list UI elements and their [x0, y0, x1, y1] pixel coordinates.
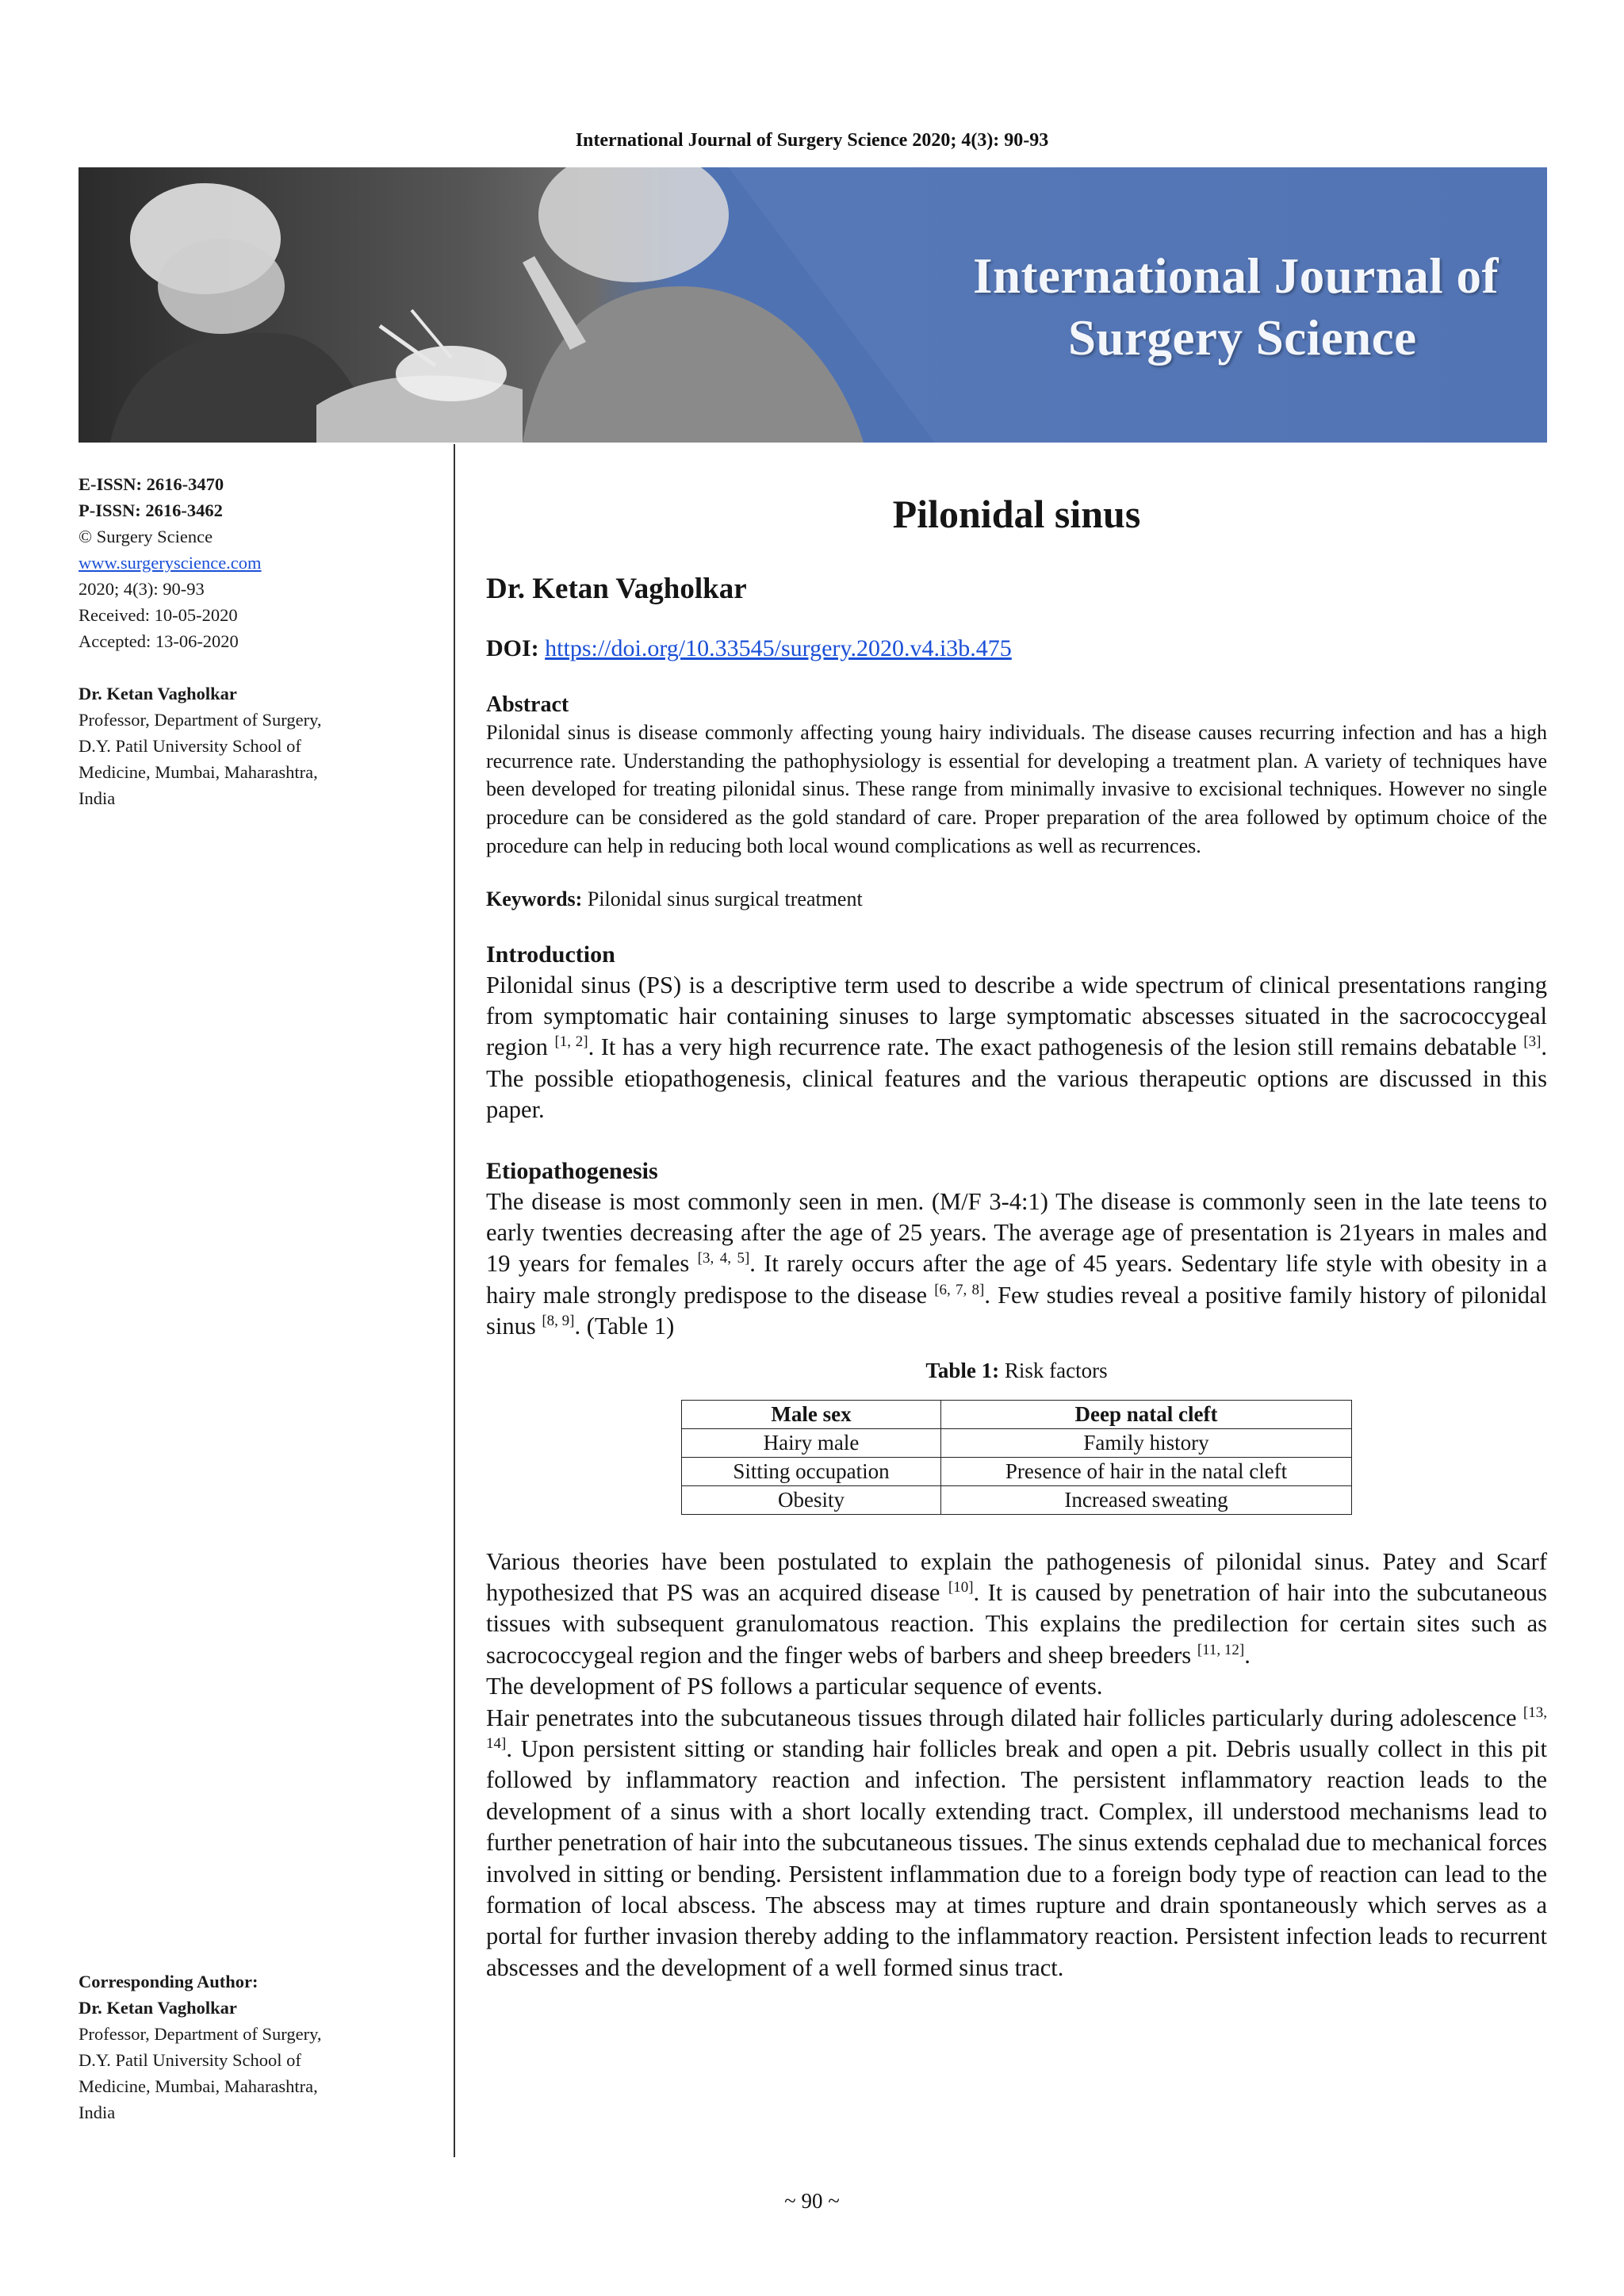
running-header: International Journal of Surgery Science 2020; 4(3): 90-93 — [575, 130, 1049, 151]
article-info-sidebar — [79, 471, 451, 811]
table-row — [682, 1485, 1352, 1514]
accepted-date: Accepted: 13-06-2020 — [79, 631, 239, 651]
copyright: © Surgery Science — [79, 527, 213, 546]
corresponding-affiliation-1: Professor, Department of Surgery, — [79, 2024, 322, 2044]
banner-title-line2: Surgery Science — [1068, 310, 1417, 366]
table-cell: Sitting occupation — [682, 1457, 941, 1485]
corresponding-label: Corresponding Author: — [79, 1972, 259, 1991]
column-divider — [454, 444, 455, 2157]
doi-line — [486, 633, 1547, 665]
table-cell: Family history — [941, 1428, 1352, 1457]
corresponding-name: Dr. Ketan Vagholkar — [79, 1998, 237, 2018]
sidebar-author-affiliation-4: India — [79, 788, 116, 808]
banner-title — [973, 245, 1512, 369]
citation: [1, 2] — [554, 1033, 588, 1051]
corresponding-affiliation-3: Medicine, Mumbai, Maharashtra, — [79, 2076, 318, 2096]
table-row — [682, 1457, 1352, 1485]
pissn: P-ISSN: 2616-3462 — [79, 500, 223, 520]
citation: [10] — [948, 1578, 974, 1596]
citation: [8, 9] — [542, 1313, 575, 1330]
eissn: E-ISSN: 2616-3470 — [79, 474, 224, 494]
table-header-row — [682, 1400, 1352, 1428]
table-caption — [486, 1357, 1547, 1384]
keywords-text: Pilonidal sinus surgical treatment — [587, 887, 863, 910]
citation: [3, 4, 5] — [697, 1250, 750, 1267]
table-cell: Obesity — [682, 1485, 941, 1514]
risk-factors-table — [681, 1400, 1352, 1515]
hair-penetration-paragraph: Hair penetrates into the subcutaneous tissues through dilated hair follicles particularly during adolescence [13, 14]. Upon persistent sitting or standing hair follicles break and open a pit. Debris usually collect in this pit followed by inflammatory reaction and infection. The persistent inflammatory reaction leads to the development of a sinus with a short locally extending tract. Complex, ill understood mechanisms lead to further penetration of hair into the subcutaneous tissues. The sinus extends cephalad due to mechanical forces involved in sitting or bending. Persistent inflammation due to a foreign body type of reaction can lead to the formation of local abscess. The abscess may at times rupture and drain spontaneously which serves as a portal for further invasion thereby adding to the inflammatory reaction. Persistent infection leads to recurrent abscesses and the development of a well formed sinus tract. — [486, 1704, 1547, 1981]
journal-banner — [79, 167, 1547, 443]
journal-website-link[interactable]: www.surgeryscience.com — [79, 553, 262, 573]
introduction-paragraph: Pilonidal sinus (PS) is a descriptive term used to describe a wide spectrum of clinical presentations ranging from symptomatic hair containing sinuses to large symptomatic abscesses situated in the sacrococcygeal region [1, 2]. It has a very high recurrence rate. The exact pathogenesis of the lesion still remains debatable [3]. The possible etiopathogenesis, clinical features and the various therapeutic options are discussed in this paper. — [486, 971, 1548, 1124]
received-date: Received: 10-05-2020 — [79, 605, 238, 625]
etiopathogenesis-heading: Etiopathogenesis — [486, 1157, 658, 1184]
keywords — [486, 886, 1547, 913]
table-row — [682, 1428, 1352, 1457]
sidebar-author-affiliation-1: Professor, Department of Surgery, — [79, 710, 322, 730]
sidebar-author-name: Dr. Ketan Vagholkar — [79, 684, 237, 703]
abstract-heading: Abstract — [486, 692, 569, 717]
sidebar-author-affiliation-3: Medicine, Mumbai, Maharashtra, — [79, 762, 318, 782]
corresponding-author — [79, 1968, 451, 2125]
table-header-cell: Male sex — [682, 1400, 941, 1428]
table-header-cell: Deep natal cleft — [941, 1400, 1352, 1428]
citation: [3] — [1523, 1033, 1542, 1051]
corresponding-affiliation-4: India — [79, 2102, 116, 2122]
table-cell: Increased sweating — [941, 1485, 1352, 1514]
article-title: Pilonidal sinus — [892, 492, 1141, 536]
abstract-text: Pilonidal sinus is disease commonly affecting young hairy individuals. The disease causes recurring infection and has a high recurrence rate. Understanding the pathophysiology is essential for developing a treatment plan. A variety of techniques have been developed for treating pilonidal sinus. These range from minimally invasive to excisional techniques. However no single procedure can be considered as the gold standard of care. Proper preparation of the area followed by optimum choice of the procedure can help in reducing both local wound complications as well as recurrences. — [486, 721, 1547, 857]
banner-title-line1: International Journal of — [973, 248, 1500, 304]
doi-link[interactable]: https://doi.org/10.33545/surgery.2020.v4.i3b.475 — [545, 635, 1012, 661]
keywords-label: Keywords: — [486, 887, 583, 910]
corresponding-affiliation-2: D.Y. Patil University School of — [79, 2050, 301, 2070]
introduction-heading: Introduction — [486, 941, 615, 968]
page-number: ~ 90 ~ — [784, 2189, 840, 2213]
volume-info: 2020; 4(3): 90-93 — [79, 579, 205, 599]
etiopathogenesis-paragraph: The disease is most commonly seen in men. (M/F 3-4:1) The disease is commonly seen in the late teens to early twenties decreasing after the age of 25 years. The average age of presentation is 21years in males and 19 years for females [3, 4, 5]. It rarely occurs after the age of 45 years. Sedentary life style with obesity in a hairy male strongly predispose to the disease [6, 7, 8]. Few studies reveal a positive family history of pilonidal sinus [8, 9]. (Table 1) — [486, 1187, 1548, 1340]
sequence-paragraph: The development of PS follows a particular sequence of events. — [486, 1673, 1103, 1700]
table-caption-label: Table 1: — [925, 1358, 1000, 1382]
citation: [11, 12] — [1197, 1641, 1245, 1658]
sidebar-author-affiliation-2: D.Y. Patil University School of — [79, 736, 301, 756]
table-caption-text: Risk factors — [1004, 1358, 1108, 1382]
theories-paragraph: Various theories have been postulated to explain the pathogenesis of pilonidal sinus. Patey and Scarf hypothesized that PS was an acquired disease [10]. It is caused by penetration of hair into the subcutaneous tissues with subsequent granulomatous reaction. This explains the predilection for certain sites such as sacrococcygeal region and the finger webs of barbers and sheep breeders [11, 12]. — [486, 1547, 1547, 1669]
article-main-column — [486, 485, 1547, 1984]
citation: [6, 7, 8] — [934, 1281, 985, 1298]
table-cell: Presence of hair in the natal cleft — [941, 1457, 1352, 1485]
doi-label: DOI: — [486, 635, 539, 661]
table-cell: Hairy male — [682, 1428, 941, 1457]
article-author: Dr. Ketan Vagholkar — [486, 573, 747, 605]
citation: [13, 14] — [486, 1704, 1547, 1752]
